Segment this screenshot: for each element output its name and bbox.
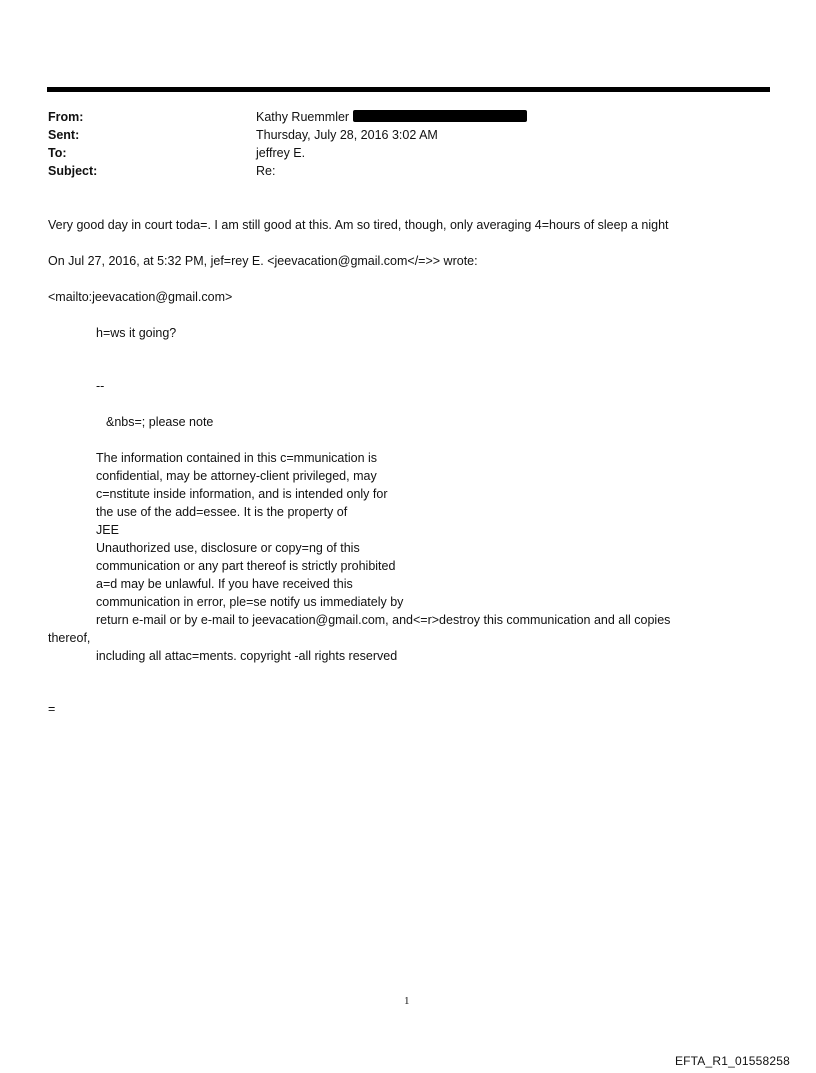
page-number: 1 xyxy=(404,995,410,1007)
subject-label: Subject: xyxy=(48,164,98,178)
from-label: From: xyxy=(48,110,84,124)
from-name: Kathy Ruemmler xyxy=(256,110,350,124)
disclaimer-wrap: thereof, xyxy=(48,631,91,645)
to-label: To: xyxy=(48,146,67,160)
sent-label: Sent: xyxy=(48,128,80,142)
to-value: jeffrey E. xyxy=(256,146,306,160)
disclaimer-line: JEE xyxy=(96,523,119,537)
disclaimer-line: communication or any part thereof is strictly prohibited xyxy=(96,559,396,573)
disclaimer-line: return e-mail or by e-mail to jeevacation@gmail.com, and<=r>destroy this communication and all copies xyxy=(96,613,671,627)
sent-value: Thursday, July 28, 2016 3:02 AM xyxy=(256,128,438,142)
signature-separator: -- xyxy=(96,379,105,393)
from-value xyxy=(256,108,527,126)
subject-value: Re: xyxy=(256,164,276,178)
redaction-bar xyxy=(353,110,527,122)
disclaimer-line: The information contained in this c=mmunication is xyxy=(96,451,378,465)
disclaimer-line: confidential, may be attorney-client privileged, may xyxy=(96,469,377,483)
header-rule xyxy=(47,87,770,92)
nbsp-note: &nbs=; please note xyxy=(106,415,214,429)
mailto-link: <mailto:jeevacation@gmail.com> xyxy=(48,290,233,304)
disclaimer-last: including all attac=ments. copyright -all rights reserved xyxy=(96,649,398,663)
disclaimer-line: c=nstitute inside information, and is intended only for xyxy=(96,487,388,501)
reply-text: Very good day in court toda=. I am still good at this. Am so tired, though, only averaging 4=hours of sleep a night xyxy=(48,218,669,232)
disclaimer-line: Unauthorized use, disclosure or copy=ng of this xyxy=(96,541,360,555)
quoted-question: h=ws it going? xyxy=(96,326,177,340)
document-id: EFTA_R1_01558258 xyxy=(674,1054,790,1068)
quote-intro: On Jul 27, 2016, at 5:32 PM, jef=rey E. <jeevacation@gmail.com</=>> wrote: xyxy=(48,254,478,268)
trailing-equals: = xyxy=(48,702,56,716)
disclaimer-line: a=d may be unlawful. If you have received this xyxy=(96,577,353,591)
disclaimer-line: the use of the add=essee. It is the property of xyxy=(96,505,348,519)
disclaimer-line: communication in error, ple=se notify us immediately by xyxy=(96,595,404,609)
